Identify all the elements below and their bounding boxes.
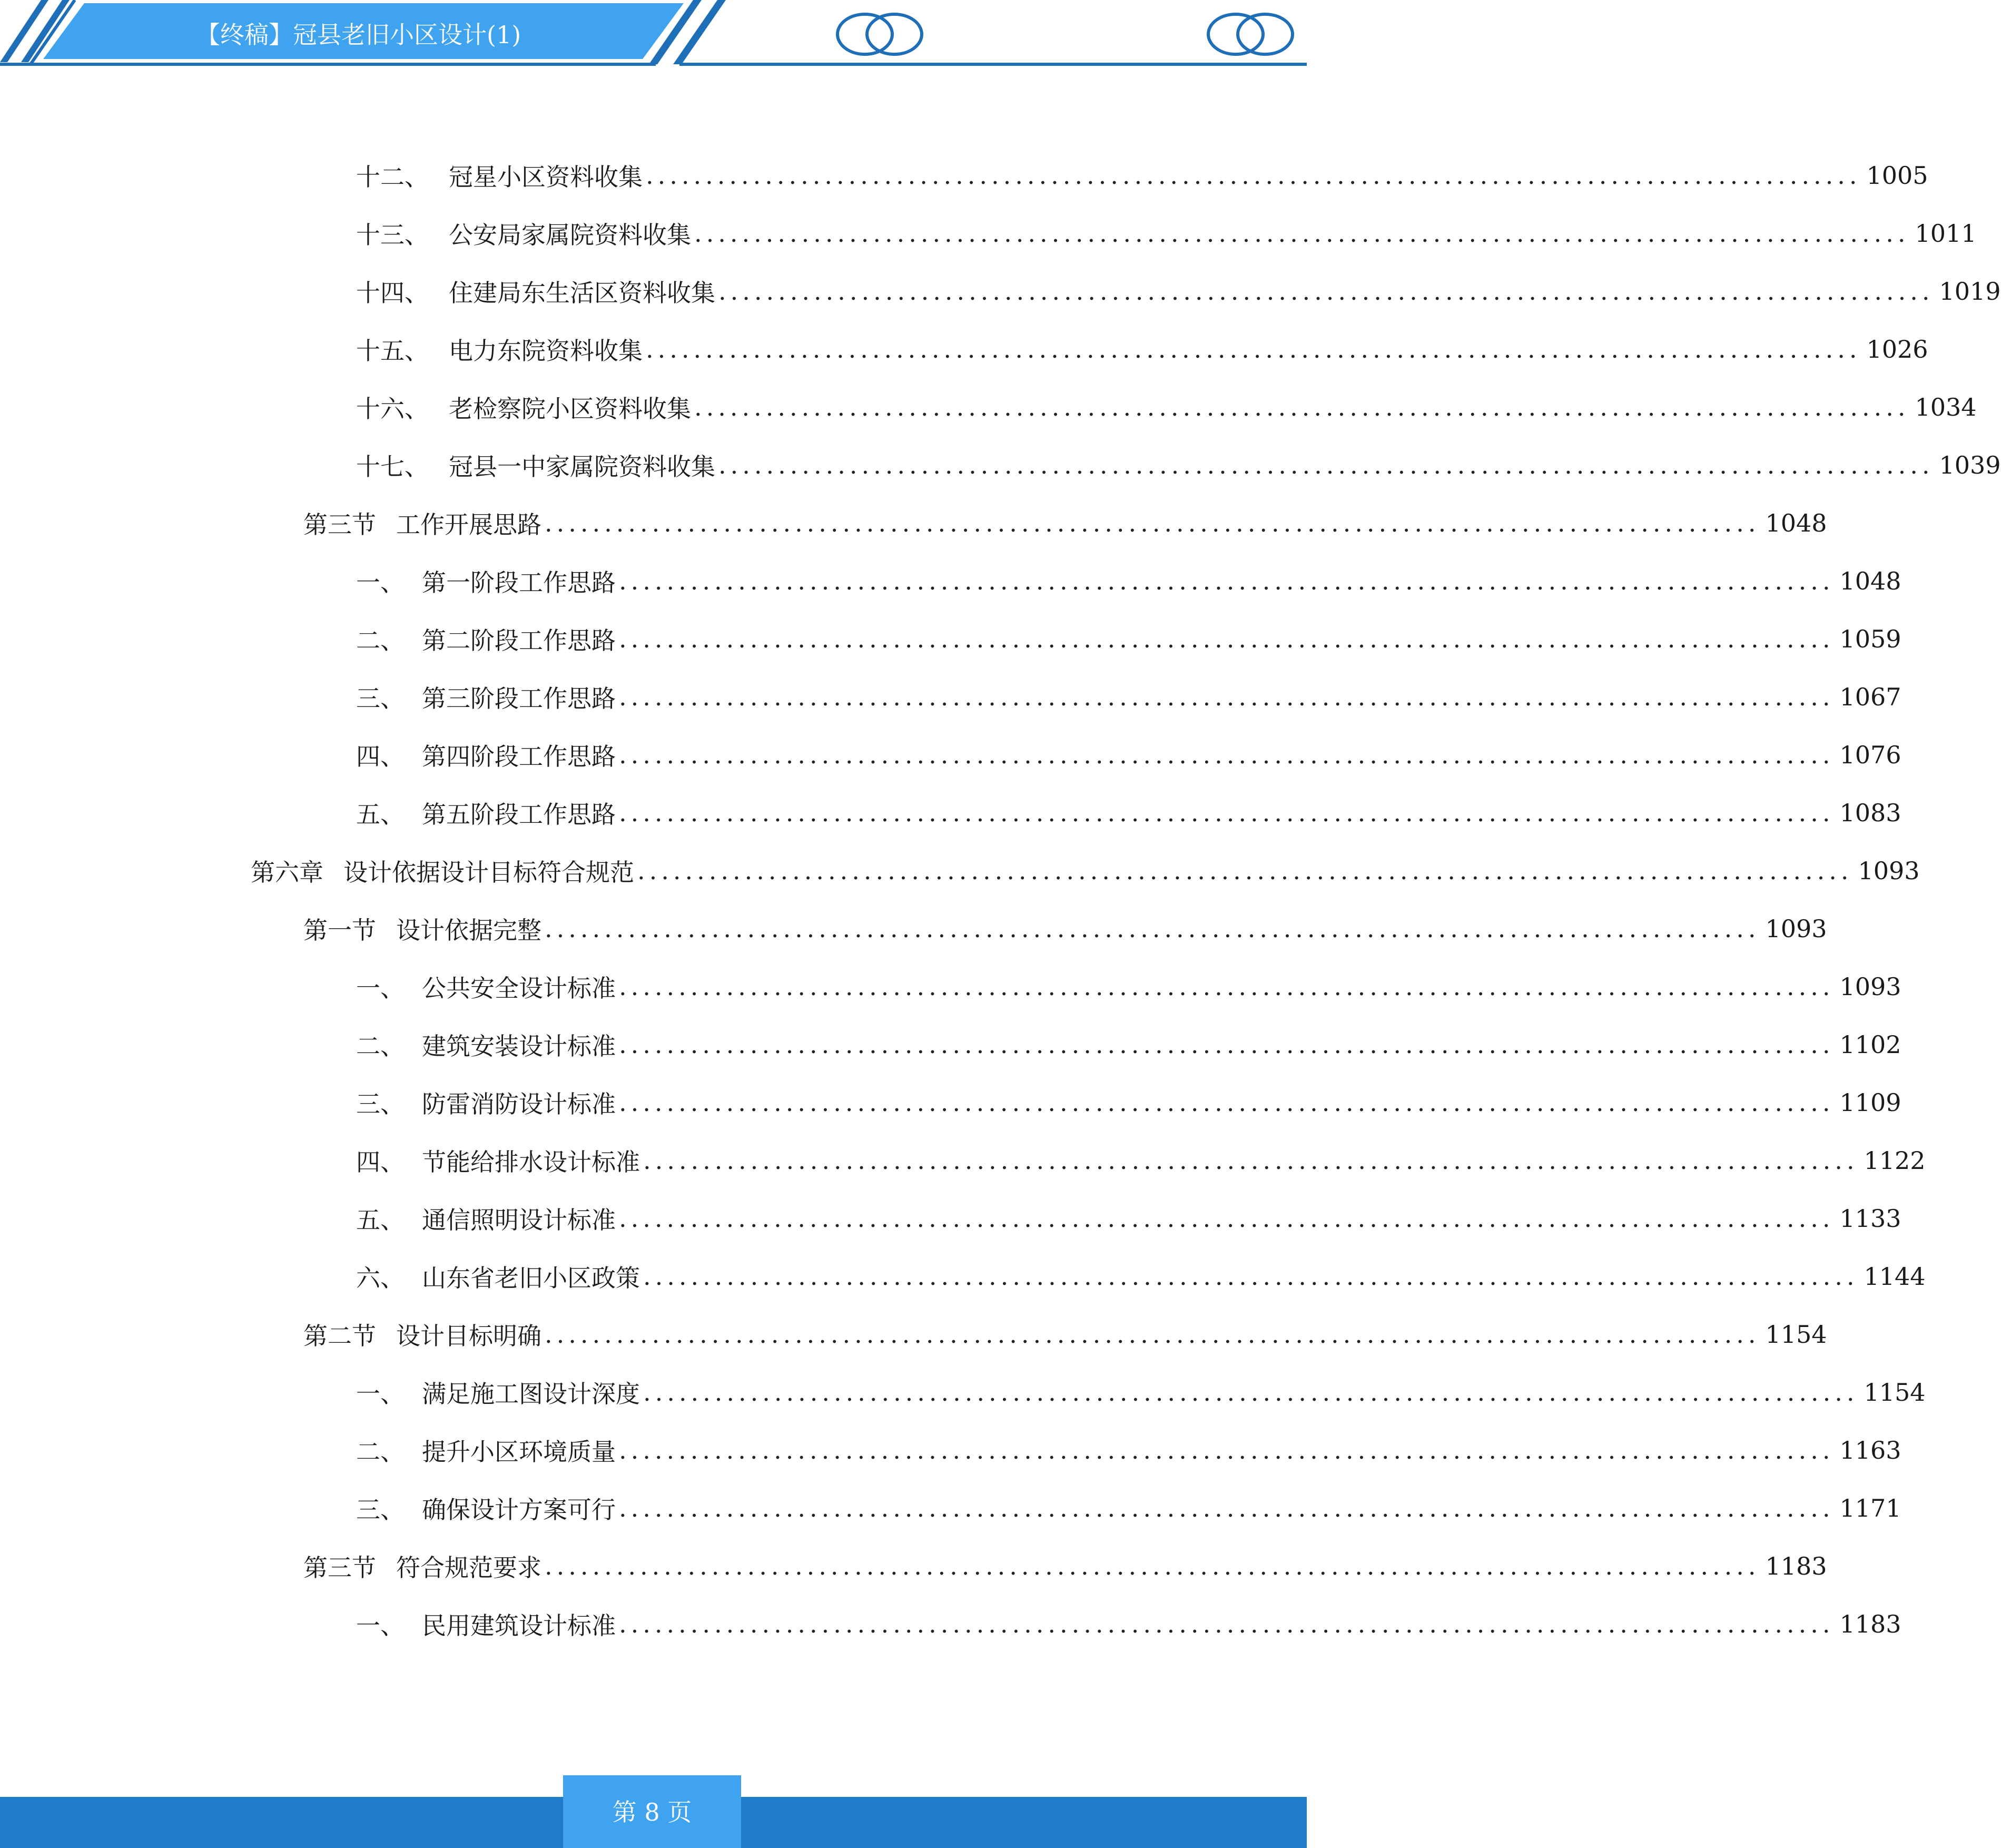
- toc-entry[interactable]: [356, 1489, 1901, 1527]
- toc-entry-page: 1163: [1839, 1436, 1901, 1464]
- toc-entry-page: 1039: [1939, 451, 2001, 479]
- toc-entry-number: 二、: [356, 1032, 405, 1060]
- toc-leader-dots: ......................................................................................................: [694, 219, 1910, 248]
- toc-leader-dots: ......................................................................................................: [619, 1088, 1835, 1117]
- toc-entry-title: 符合规范要求: [396, 1554, 541, 1582]
- double-ring-icon: [1203, 11, 1298, 58]
- toc-entry-number: 第六章: [251, 858, 323, 887]
- toc-entry-page: 1034: [1915, 393, 1977, 421]
- toc-entry-number: 四、: [356, 742, 405, 771]
- toc-entry-title: 第五阶段工作思路: [422, 800, 616, 829]
- toc-entry-page: 1067: [1839, 683, 1901, 711]
- toc-entry-page: 1026: [1866, 335, 1928, 363]
- toc-entry[interactable]: [356, 1373, 1926, 1411]
- toc-entry-number: 十四、: [356, 279, 429, 307]
- toc-leader-dots: ......................................................................................................: [619, 1030, 1835, 1059]
- toc-entry[interactable]: [356, 1431, 1901, 1469]
- double-ring-icon: [832, 11, 927, 58]
- toc-leader-dots: ......................................................................................................: [619, 1494, 1835, 1522]
- toc-entry-number: 第三节: [303, 1554, 376, 1582]
- toc-leader-dots: ......................................................................................................: [646, 161, 1861, 190]
- toc-entry-number: 一、: [356, 568, 405, 597]
- toc-entry-number: 第二节: [303, 1322, 376, 1350]
- toc-entry-page: 1183: [1765, 1552, 1827, 1580]
- toc-entry-page: 1005: [1866, 161, 1928, 190]
- toc-entry-title: 山东省老旧小区政策: [422, 1264, 640, 1292]
- toc-entry[interactable]: [356, 1026, 1901, 1064]
- toc-entry-page: 1093: [1765, 915, 1827, 943]
- toc-entry-page: 1122: [1864, 1146, 1926, 1175]
- toc-entry-number: 一、: [356, 1380, 405, 1408]
- toc-entry-title: 冠县一中家属院资料收集: [449, 453, 715, 481]
- toc-entry[interactable]: [356, 446, 2001, 484]
- toc-entry-title: 第三阶段工作思路: [422, 684, 616, 713]
- toc-entry-number: 一、: [356, 1611, 405, 1640]
- toc-entry-page: 1171: [1839, 1494, 1901, 1522]
- toc-entry-page: 1109: [1839, 1088, 1901, 1117]
- toc-entry[interactable]: [356, 272, 2001, 310]
- toc-leader-dots: ......................................................................................................: [646, 335, 1861, 363]
- toc-entry-number: 十三、: [356, 221, 429, 249]
- toc-entry[interactable]: [356, 1084, 1901, 1122]
- toc-entry-title: 节能给排水设计标准: [422, 1148, 640, 1176]
- toc-leader-dots: ......................................................................................................: [545, 1320, 1760, 1349]
- toc-entry-page: 1059: [1839, 625, 1901, 653]
- toc-entry[interactable]: [356, 156, 1928, 194]
- toc-leader-dots: ......................................................................................................: [619, 1204, 1835, 1233]
- toc-entry-number: 十五、: [356, 337, 429, 365]
- toc-leader-dots: ......................................................................................................: [619, 567, 1835, 595]
- toc-leader-dots: ......................................................................................................: [545, 915, 1760, 943]
- toc-leader-dots: ......................................................................................................: [718, 451, 1934, 479]
- toc-entry-title: 民用建筑设计标准: [422, 1611, 616, 1640]
- toc-leader-dots: ......................................................................................................: [637, 857, 1853, 885]
- toc-entry[interactable]: [356, 678, 1901, 716]
- toc-entry-page: 1048: [1765, 509, 1827, 537]
- toc-entry-title: 第一阶段工作思路: [422, 568, 616, 597]
- toc-entry-section[interactable]: [303, 910, 1827, 948]
- toc-entry-title: 第四阶段工作思路: [422, 742, 616, 771]
- toc-leader-dots: ......................................................................................................: [643, 1146, 1859, 1175]
- toc-entry[interactable]: [356, 1605, 1901, 1643]
- toc-entry-number: 五、: [356, 800, 405, 829]
- toc-leader-dots: ......................................................................................................: [619, 683, 1835, 711]
- toc-entry-number: 第一节: [303, 916, 376, 945]
- toc-leader-dots: ......................................................................................................: [694, 393, 1910, 421]
- toc-entry-number: 三、: [356, 684, 405, 713]
- toc-entry-title: 设计目标明确: [396, 1322, 541, 1350]
- toc-entry-number: 十七、: [356, 453, 429, 481]
- toc-entry-number: 五、: [356, 1206, 405, 1234]
- toc-leader-dots: ......................................................................................................: [619, 1610, 1835, 1638]
- toc-leader-dots: ......................................................................................................: [619, 741, 1835, 769]
- toc-entry[interactable]: [356, 736, 1901, 774]
- toc-entry-number: 第三节: [303, 510, 376, 539]
- toc-entry-section[interactable]: [303, 1315, 1827, 1353]
- toc-entry[interactable]: [356, 388, 1977, 426]
- toc-entry-page: 1019: [1939, 277, 2001, 306]
- toc-leader-dots: ......................................................................................................: [643, 1262, 1859, 1291]
- toc-entry[interactable]: [356, 1257, 1926, 1295]
- toc-entry-number: 六、: [356, 1264, 405, 1292]
- toc-entry-page: 1183: [1839, 1610, 1901, 1638]
- toc-entry-number: 三、: [356, 1496, 405, 1524]
- toc-entry[interactable]: [356, 794, 1901, 832]
- toc-entry-number: 十二、: [356, 163, 429, 191]
- toc-entry-title: 通信照明设计标准: [422, 1206, 616, 1234]
- toc-entry-number: 四、: [356, 1148, 405, 1176]
- toc-entry-title: 设计依据完整: [396, 916, 541, 945]
- toc-entry-title: 公安局家属院资料收集: [449, 221, 691, 249]
- toc-entry-section[interactable]: [303, 504, 1827, 542]
- toc-entry-title: 设计依据设计目标符合规范: [343, 858, 634, 887]
- toc-entry-number: 二、: [356, 1438, 405, 1466]
- toc-entry-page: 1102: [1839, 1030, 1901, 1059]
- toc-entry[interactable]: [356, 968, 1901, 1006]
- page-header: [0, 0, 1307, 68]
- toc-entry-page: 1133: [1839, 1204, 1901, 1233]
- toc-leader-dots: ......................................................................................................: [619, 972, 1835, 1001]
- toc-entry-page: 1093: [1858, 857, 1920, 885]
- toc-entry-chapter[interactable]: [251, 852, 1920, 890]
- toc-entry[interactable]: [356, 214, 1977, 252]
- toc-leader-dots: ......................................................................................................: [619, 1436, 1835, 1464]
- toc-entry-title: 满足施工图设计深度: [422, 1380, 640, 1408]
- toc-entry[interactable]: [356, 620, 1901, 658]
- toc-entry-title: 防雷消防设计标准: [422, 1090, 616, 1118]
- toc-entry-page: 1076: [1839, 741, 1901, 769]
- toc-entry-page: 1093: [1839, 972, 1901, 1001]
- toc-entry-section[interactable]: [303, 1547, 1827, 1585]
- toc-entry-page: 1154: [1765, 1320, 1827, 1349]
- toc-entry-title: 冠星小区资料收集: [449, 163, 643, 191]
- document-title: 【终稿】冠县老旧小区设计(1): [196, 21, 521, 49]
- toc-entry[interactable]: [356, 1200, 1901, 1237]
- toc-entry-number: 二、: [356, 626, 405, 655]
- toc-entry-number: 十六、: [356, 395, 429, 423]
- toc-entry-page: 1144: [1864, 1262, 1926, 1291]
- toc-leader-dots: ......................................................................................................: [619, 799, 1835, 827]
- toc-entry-title: 公共安全设计标准: [422, 974, 616, 1002]
- toc-entry-title: 老检察院小区资料收集: [449, 395, 691, 423]
- toc-entry[interactable]: [356, 562, 1901, 600]
- toc-leader-dots: ......................................................................................................: [619, 625, 1835, 653]
- page-number-label: 第 8 页: [612, 1798, 692, 1826]
- toc-leader-dots: ......................................................................................................: [718, 277, 1934, 306]
- toc-entry-title: 第二阶段工作思路: [422, 626, 616, 655]
- toc-entry-title: 电力东院资料收集: [449, 337, 643, 365]
- toc-entry-number: 一、: [356, 974, 405, 1002]
- toc-entry-title: 确保设计方案可行: [422, 1496, 616, 1524]
- toc-leader-dots: ......................................................................................................: [545, 509, 1760, 537]
- toc-entry-number: 三、: [356, 1090, 405, 1118]
- toc-entry-page: 1011: [1915, 219, 1977, 248]
- toc-entry-page: 1154: [1864, 1378, 1926, 1407]
- toc-entry[interactable]: [356, 330, 1928, 368]
- toc-entry-title: 提升小区环境质量: [422, 1438, 616, 1466]
- toc-entry[interactable]: [356, 1142, 1926, 1179]
- toc-entry-title: 工作开展思路: [396, 510, 541, 539]
- toc-leader-dots: ......................................................................................................: [545, 1552, 1760, 1580]
- toc-entry-page: 1048: [1839, 567, 1901, 595]
- toc-entry-title: 住建局东生活区资料收集: [449, 279, 715, 307]
- toc-entry-page: 1083: [1839, 799, 1901, 827]
- toc-leader-dots: ......................................................................................................: [643, 1378, 1859, 1407]
- toc-entry-title: 建筑安装设计标准: [422, 1032, 616, 1060]
